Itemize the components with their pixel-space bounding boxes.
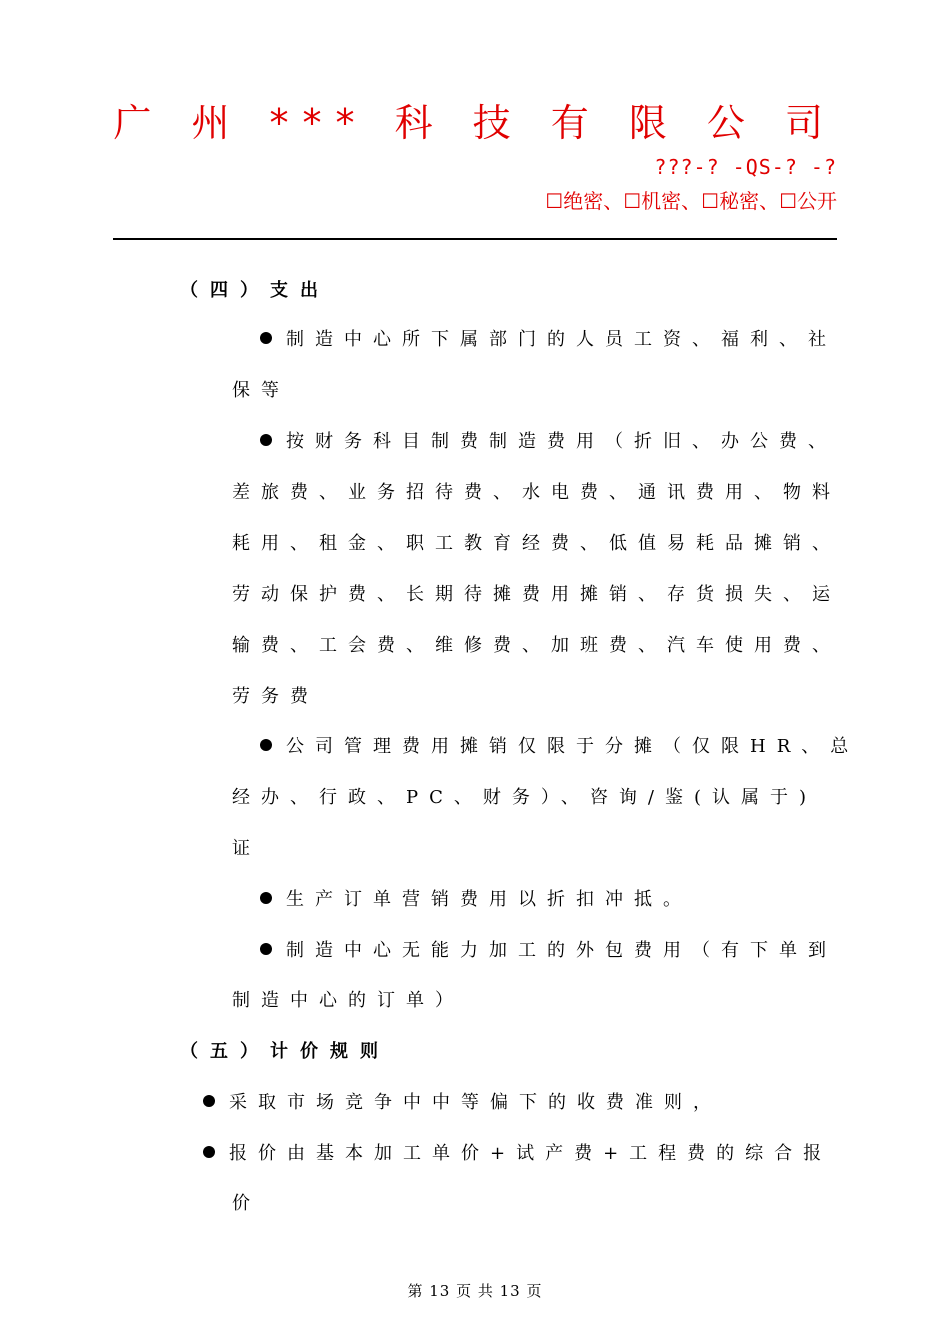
section-heading-expenses: （四）支出 [180,280,330,301]
list-item: 制造中心无能力加工的外包费用（有下单到 [260,939,837,963]
list-item: 生产订单营销费用以折扣冲抵。 [260,888,692,912]
list-item: 按财务科目制费制造费用（折旧、办公费、 [260,430,837,454]
list-item: 采取市场竞争中中等偏下的收费准则， [203,1091,722,1115]
list-item-continuation: 劳务费 [232,686,319,707]
page-footer: 第 13 页 共 13 页 [407,1282,543,1300]
list-item-continuation: 制造中心的订单） [232,990,464,1011]
list-item: 公司管理费用摊销仅限于分摊（仅限HR、总 [260,735,859,759]
list-item-continuation: 经办、行政、PC、财务）、咨询/鉴(认属于) [232,787,817,808]
bullet-icon [260,739,272,751]
bullet-icon [203,1095,215,1107]
header-divider [113,238,837,240]
list-item-continuation: 耗用、租金、职工教育经费、低值易耗品摊销、 [232,533,841,554]
secrecy-level: ☐绝密、☐机密、☐秘密、☐公开 [545,189,837,213]
list-item-continuation: 证 [232,838,261,859]
bullet-icon [260,434,272,446]
list-item-continuation: 价 [232,1193,261,1214]
list-item-continuation: 劳动保护费、长期待摊费用摊销、存货损失、运 [232,584,841,605]
document-code: ???-? -QS-? -? [654,155,837,179]
company-name: 广 州 *** 科 技 有 限 公 司 [113,101,837,145]
list-item-continuation: 差旅费、业务招待费、水电费、通讯费用、物料 [232,482,841,503]
bullet-icon [203,1146,215,1158]
bullet-icon [260,332,272,344]
list-item: 制造中心所下属部门的人员工资、福利、社 [260,328,837,352]
list-item-continuation: 保等 [232,380,290,401]
section-heading-pricing-rules: （五）计价规则 [180,1041,390,1062]
list-item-continuation: 输费、工会费、维修费、加班费、汽车使用费、 [232,635,841,656]
bullet-icon [260,943,272,955]
list-item: 报价由基本加工单价+试产费+工程费的综合报 [203,1142,832,1166]
bullet-icon [260,892,272,904]
